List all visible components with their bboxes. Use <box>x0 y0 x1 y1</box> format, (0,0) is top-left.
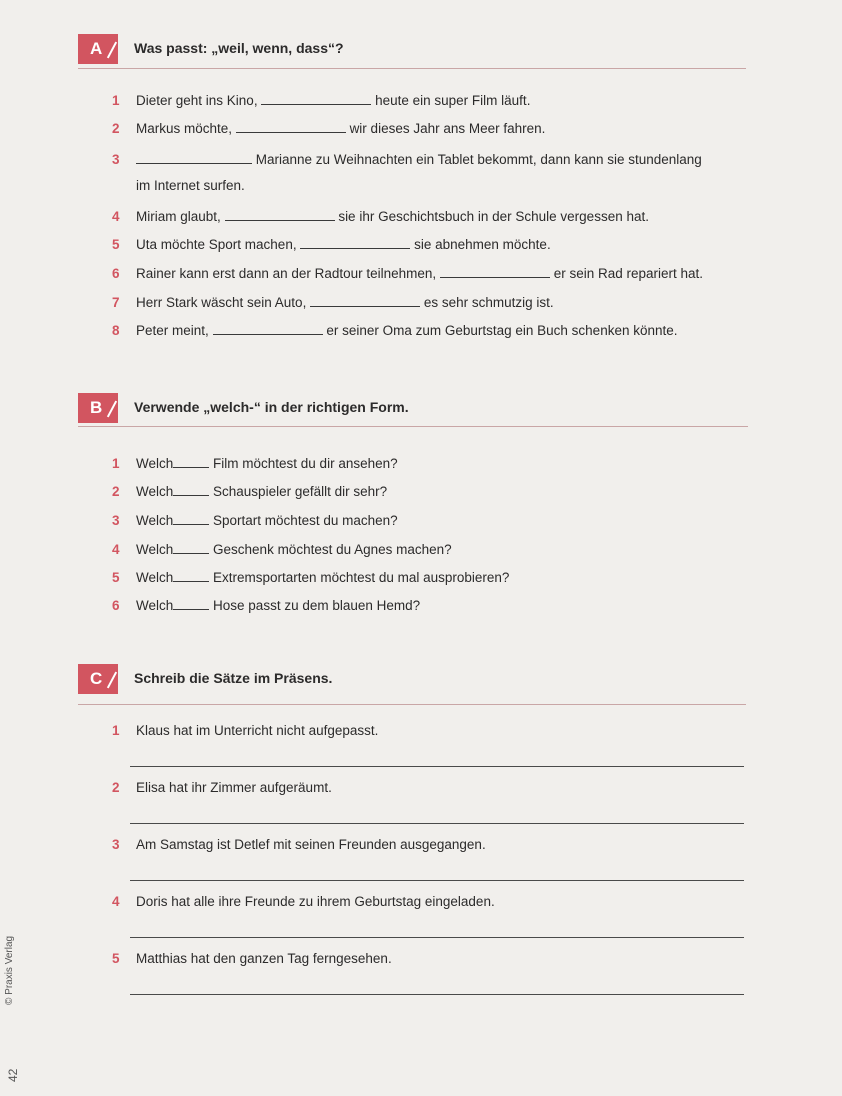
answer-blank[interactable] <box>310 294 420 307</box>
item-number: 8 <box>112 323 120 338</box>
item-text-after: sie ihr Geschichtsbuch in der Schule vergessen hat. <box>338 209 649 224</box>
item-text-before: Welch <box>136 598 174 613</box>
item-text-after: heute ein super Film läuft. <box>375 93 531 108</box>
item-text-after: er seiner Oma zum Geburtstag ein Buch schenken könnte. <box>326 323 678 338</box>
item-number: 2 <box>112 121 120 136</box>
answer-blank[interactable] <box>173 512 209 525</box>
section-b-title: Verwende „welch-“ in der richtigen Form. <box>134 399 409 415</box>
answer-blank[interactable] <box>213 322 323 335</box>
item-text-after: sie abnehmen möchte. <box>414 237 551 252</box>
section-a-divider <box>78 68 746 69</box>
item-number: 2 <box>112 484 120 499</box>
item-text: Am Samstag ist Detlef mit seinen Freunden ausgegangen. <box>136 837 486 852</box>
item-text-before: Markus möchte, <box>136 121 233 136</box>
item-text-before: Peter meint, <box>136 323 209 338</box>
item-text-after: es sehr schmutzig ist. <box>423 295 554 310</box>
item-text: Doris hat alle ihre Freunde zu ihrem Geburtstag eingeladen. <box>136 894 495 909</box>
answer-line[interactable] <box>130 823 744 824</box>
item-text: Matthias hat den ganzen Tag ferngesehen. <box>136 951 392 966</box>
answer-line[interactable] <box>130 937 744 938</box>
item-text-before: Welch <box>136 456 174 471</box>
item-text-after: er sein Rad repariert hat. <box>553 266 704 281</box>
section-c-divider <box>78 704 746 705</box>
item-number: 5 <box>112 570 120 585</box>
answer-blank[interactable] <box>173 455 209 468</box>
section-b-divider <box>78 426 748 427</box>
item-text-before: Welch <box>136 513 174 528</box>
item-text-before: Welch <box>136 570 174 585</box>
item-text-after: Film möchtest du dir ansehen? <box>213 456 398 471</box>
answer-line[interactable] <box>130 880 744 881</box>
answer-blank[interactable] <box>173 541 209 554</box>
answer-line[interactable] <box>130 766 744 767</box>
item-text-before: Uta möchte Sport machen, <box>136 237 297 252</box>
item-number: 7 <box>112 295 120 310</box>
item-text-before: Rainer kann erst dann an der Radtour teilnehmen, <box>136 266 437 281</box>
item-text-after: Hose passt zu dem blauen Hemd? <box>213 598 421 613</box>
item-text-after: Sportart möchtest du machen? <box>213 513 398 528</box>
item-number: 6 <box>112 598 120 613</box>
item-number: 3 <box>112 513 120 528</box>
item-text-before: Welch <box>136 542 174 557</box>
item-number: 3 <box>112 152 120 167</box>
answer-blank[interactable] <box>173 483 209 496</box>
item-text-after: Schauspieler gefällt dir sehr? <box>213 484 388 499</box>
item-text-after: wir dieses Jahr ans Meer fahren. <box>349 121 546 136</box>
item-text-before: Dieter geht ins Kino, <box>136 93 258 108</box>
item-text: Klaus hat im Unterricht nicht aufgepasst. <box>136 723 379 738</box>
publisher-credit: © Praxis Verlag <box>4 935 15 1005</box>
item-text-after: Marianne zu Weihnachten ein Tablet bekommt, dann kann sie stundenlang <box>255 152 702 167</box>
answer-blank[interactable] <box>173 597 209 610</box>
item-text-before: Welch <box>136 484 174 499</box>
section-c-title: Schreib die Sätze im Präsens. <box>134 670 333 686</box>
answer-blank[interactable] <box>440 265 550 278</box>
answer-blank[interactable] <box>236 120 346 133</box>
item-number: 1 <box>112 93 120 108</box>
answer-blank[interactable] <box>136 151 252 164</box>
item-text-after: Geschenk möchtest du Agnes machen? <box>213 542 452 557</box>
item-text-before: Miriam glaubt, <box>136 209 221 224</box>
exercise-a-item-3-continued <box>136 177 245 195</box>
item-number: 1 <box>112 456 120 471</box>
item-text: Elisa hat ihr Zimmer aufgeräumt. <box>136 780 332 795</box>
item-number: 4 <box>112 209 120 224</box>
item-number: 5 <box>112 951 120 966</box>
section-c-badge: C <box>78 664 118 694</box>
item-number: 5 <box>112 237 120 252</box>
item-text-after: Extremsportarten möchtest du mal ausprobieren? <box>213 570 510 585</box>
answer-line[interactable] <box>130 994 744 995</box>
answer-blank[interactable] <box>225 208 335 221</box>
item-number: 4 <box>112 542 120 557</box>
section-a-title: Was passt: „weil, wenn, dass“? <box>134 40 344 56</box>
answer-blank[interactable] <box>300 236 410 249</box>
section-b-badge: B <box>78 393 118 423</box>
item-number: 1 <box>112 723 120 738</box>
answer-blank[interactable] <box>173 569 209 582</box>
answer-blank[interactable] <box>261 92 371 105</box>
item-number: 3 <box>112 837 120 852</box>
item-number: 6 <box>112 266 120 281</box>
section-a-badge: A <box>78 34 118 64</box>
page-number: 42 <box>6 1068 20 1082</box>
item-number: 4 <box>112 894 120 909</box>
item-number: 2 <box>112 780 120 795</box>
item-text-continued: im Internet surfen. <box>136 178 245 193</box>
item-text-before: Herr Stark wäscht sein Auto, <box>136 295 307 310</box>
